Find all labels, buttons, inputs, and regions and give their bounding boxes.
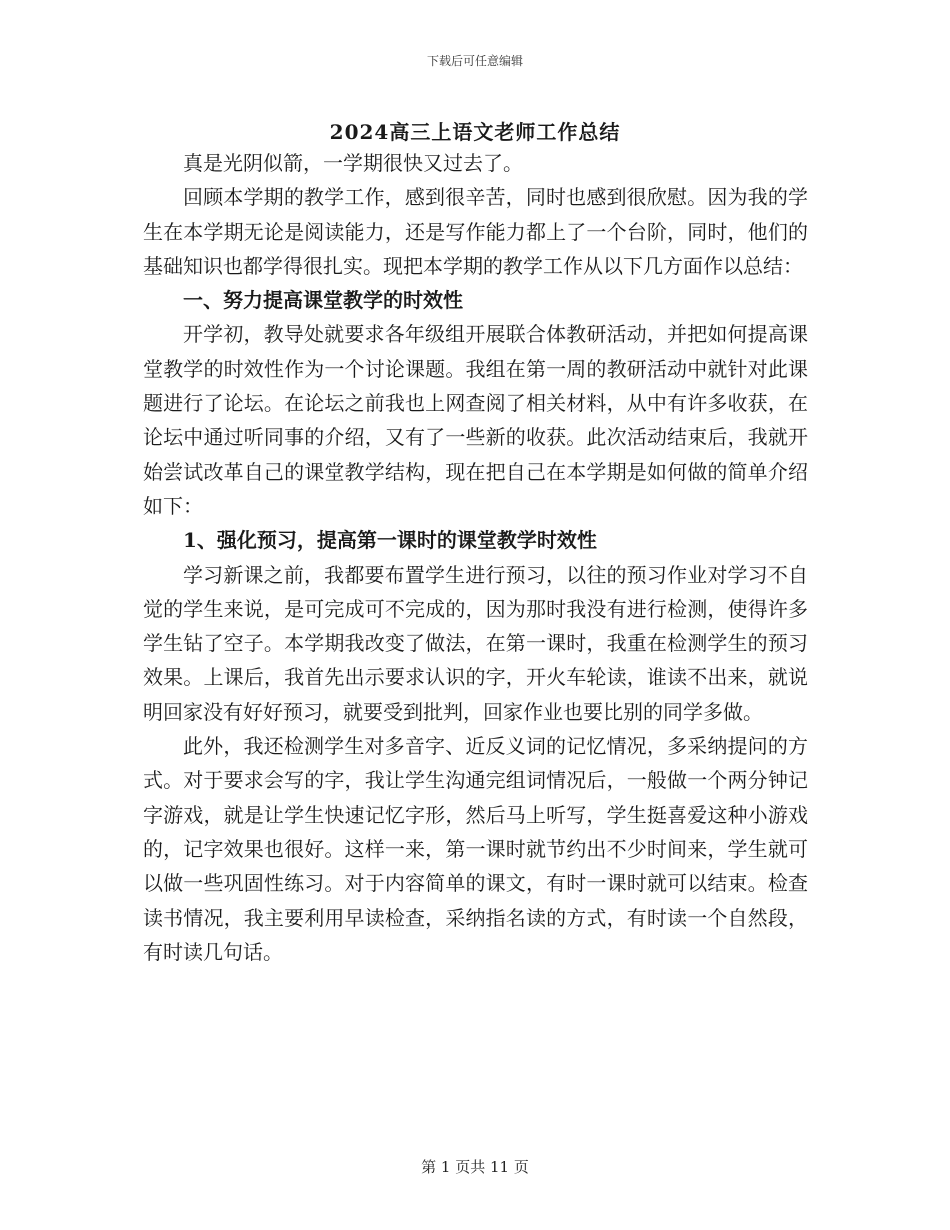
paragraph-section-1: 开学初，教导处就要求各年级组开展联合体教研活动，并把如何提高课堂教学的时效性作为一个讨论课题。我组在第一周的教研活动中就针对此课题进行了论坛。在论坛之前我也上网查阅了相关材料，从中有许多收获，在论坛中通过听同事的介绍，又有了一些新的收获。此次活动结束后，我就开始尝试改革自己的课堂教学结构，现在把自己在本学期是如何做的简单介绍如下： — [143, 322, 808, 518]
page-header-note: 下载后可任意编辑 — [426, 54, 523, 68]
page-number-footer: 第 1 页共 11 页 — [421, 1158, 529, 1176]
paragraph-intro: 真是光阴似箭，一学期很快又过去了。 — [183, 151, 523, 175]
paragraph-review: 回顾本学期的教学工作，感到很辛苦，同时也感到很欣慰。因为我的学生在本学期无论是阅读能力，还是写作能力都上了一个台阶，同时，他们的基础知识也都学得很扎实。现把本学期的教学工作从以下几方面作以总结： — [143, 185, 808, 278]
subsection-heading-1: 1、强化预习，提高第一课时的课堂教学时效性 — [183, 528, 597, 553]
document-title: 2024高三上语文老师工作总结 — [329, 120, 621, 144]
paragraph-preview: 学习新课之前，我都要布置学生进行预习，以往的预习作业对学习不自觉的学生来说，是可完成可不完成的，因为那时我没有进行检测，使得许多学生钻了空子。本学期我改变了做法，在第一课时，我重在检测学生的预习效果。上课后，我首先出示要求认识的字，开火车轮读，谁读不出来，就说明回家没有好好预习，就要受到批判，回家作业也要比别的同学多做。 — [143, 562, 808, 724]
section-heading-1: 一、努力提高课堂教学的时效性 — [183, 288, 463, 313]
document-body — [143, 146, 808, 969]
paragraph-testing: 此外，我还检测学生对多音字、近反义词的记忆情况，多采纳提问的方式。对于要求会写的字，我让学生沟通完组词情况后，一般做一个两分钟记字游戏，就是让学生快速记忆字形，然后马上听写，学生挺喜爱这种小游戏的，记字效果也很好。这样一来，第一课时就节约出不少时间来，学生就可以做一些巩固性练习。对于内容简单的课文，有时一课时就可以结束。检查读书情况，我主要利用早读检查，采纳指名读的方式，有时读一个自然段，有时读几句话。 — [143, 734, 808, 964]
